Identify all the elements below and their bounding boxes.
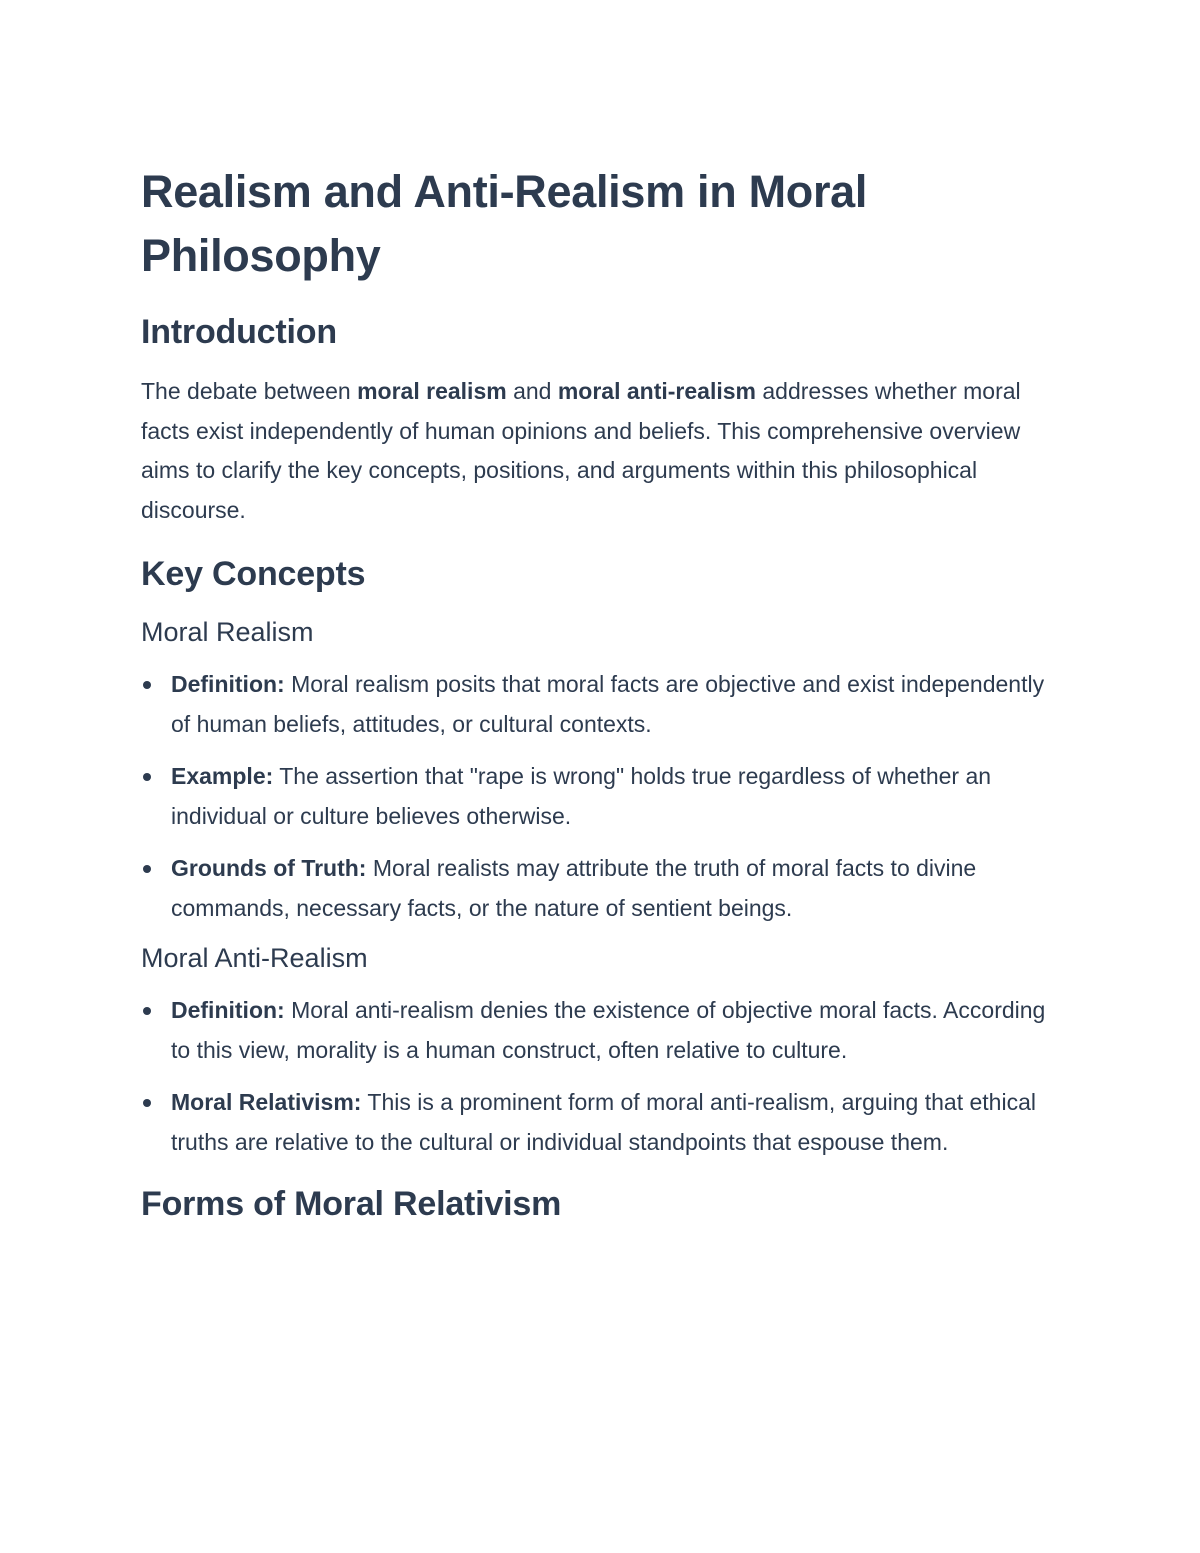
list-item-text: This is a prominent form of moral anti-realism, arguing that ethical truths are relative to the cultural or individual standpoints that espouse them.	[171, 1089, 1036, 1155]
list-item	[141, 1082, 1051, 1162]
introduction-paragraph	[141, 372, 1051, 530]
list-item-text: Moral anti-realism denies the existence of objective moral facts. According to this view, morality is a human construct, often relative to culture.	[171, 997, 1046, 1063]
page-title: Realism and Anti-Realism in Moral Philosophy	[141, 166, 868, 281]
intro-text-1: The debate between	[141, 378, 358, 404]
key-concepts-section	[141, 552, 1051, 1162]
intro-bold-moral-anti-realism: moral anti-realism	[557, 378, 756, 404]
bullet-icon	[143, 1099, 151, 1107]
bullet-icon	[143, 773, 151, 781]
moral-anti-realism-list	[141, 990, 1051, 1162]
list-item	[141, 664, 1051, 744]
bullet-icon	[143, 681, 151, 689]
list-item-label: Grounds of Truth:	[171, 855, 367, 881]
intro-text-3: addresses whether moral facts exist independently of human opinions and beliefs. This comprehensive overview aims to clarify the key concepts, positions, and arguments within this philosophical discourse.	[141, 378, 1021, 523]
list-item-label: Example:	[171, 763, 274, 789]
moral-realism-heading: Moral Realism	[141, 617, 314, 647]
moral-anti-realism-heading: Moral Anti-Realism	[141, 943, 368, 973]
introduction-section	[141, 310, 1051, 530]
moral-realism-list	[141, 664, 1051, 928]
list-item	[141, 990, 1051, 1070]
document-page	[141, 160, 1051, 1244]
list-item-label: Definition:	[171, 997, 285, 1023]
list-item	[141, 848, 1051, 928]
intro-bold-moral-realism: moral realism	[357, 378, 507, 404]
bullet-icon	[143, 865, 151, 873]
intro-text-2: and	[506, 378, 558, 404]
key-concepts-heading: Key Concepts	[141, 555, 366, 593]
list-item	[141, 756, 1051, 836]
forms-heading: Forms of Moral Relativism	[141, 1185, 562, 1223]
introduction-heading: Introduction	[141, 313, 337, 351]
forms-section	[141, 1182, 1051, 1226]
list-item-text: Moral realists may attribute the truth of moral facts to divine commands, necessary facts, or the nature of sentient beings.	[171, 855, 977, 921]
list-item-text: Moral realism posits that moral facts are objective and exist independently of human beliefs, attitudes, or cultural contexts.	[171, 671, 1045, 737]
list-item-text: The assertion that "rape is wrong" holds true regardless of whether an individual or culture believes otherwise.	[171, 763, 992, 829]
list-item-label: Moral Relativism:	[171, 1089, 362, 1115]
list-item-label: Definition:	[171, 671, 285, 697]
bullet-icon	[143, 1007, 151, 1015]
